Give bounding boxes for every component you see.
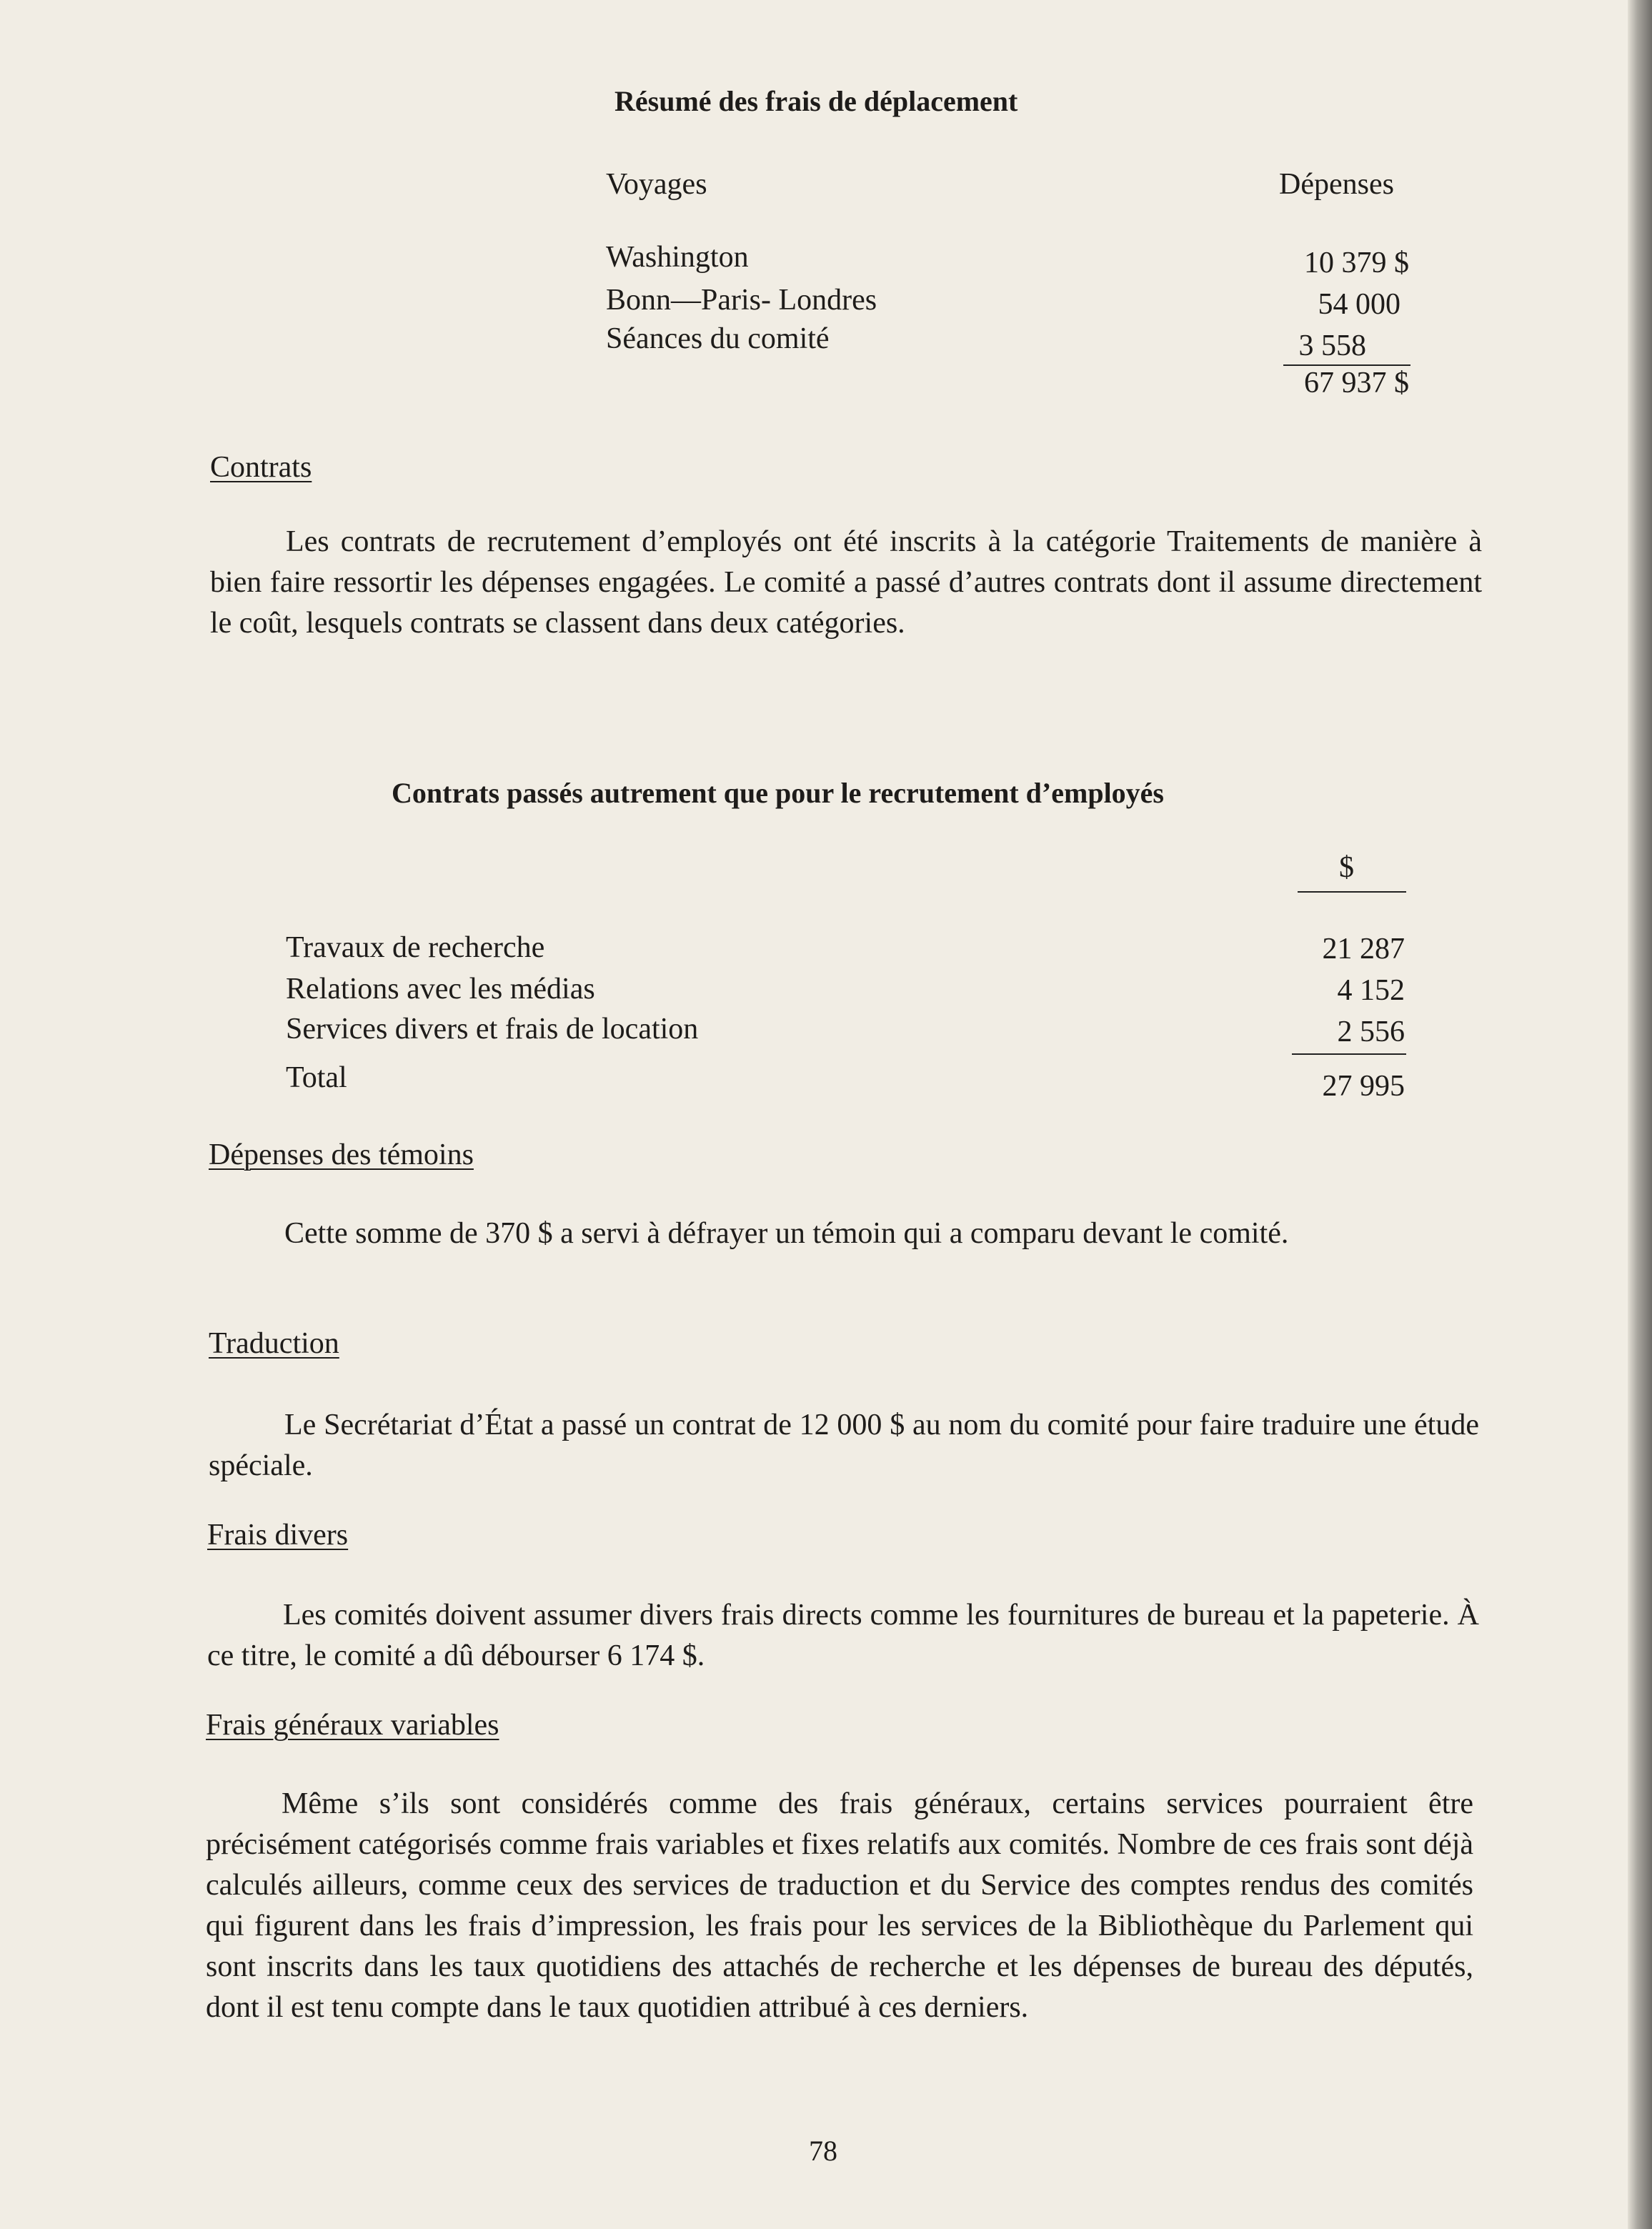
misc-paragraph: Les comités doivent assumer divers frais directs comme les fournitures de bureau et la papeterie. À ce titre, le comité a dû débourser 6 174 $. [207, 1599, 1479, 1672]
variable-costs-paragraph: Même s’ils sont considérés comme des frais généraux, certains services pourraient être précisément catégorisés comme frais variables et fixes relatifs aux comités. Nombre de ces frais sont déjà calculés ailleurs, comme ceux des services de traduction et du Service des comptes rendus des comités qui figurent dans les frais d’impression, les frais pour les services de la Bibliothèque du Parlement qui sont inscrits dans les taux quotidiens des attachés de recherche et les dépenses de bureau des députés, dont il est tenu compte dans le taux quotidien attribué à ces derniers. [206, 1787, 1473, 2024]
contracts-heading: Contrats [210, 451, 312, 484]
other-contracts-currency: $ [1339, 851, 1354, 884]
travel-row-amount: 54 000 [1318, 288, 1400, 321]
travel-row-label: Washington [606, 241, 749, 274]
binding-edge [1628, 0, 1652, 2229]
travel-row-amount: 10 379 $ [1304, 247, 1409, 279]
other-contracts-total-rule [1292, 1053, 1406, 1055]
currency-header-rule [1298, 891, 1406, 893]
travel-row-amount: 3 558 [1298, 329, 1366, 362]
travel-col-trips: Voyages [606, 168, 707, 201]
other-contracts-total: 27 995 [1322, 1070, 1405, 1103]
other-contracts-total-label: Total [286, 1061, 347, 1094]
contracts-paragraph: Les contrats de recrutement d’employés ont été inscrits à la catégorie Traitements de manière à bien faire ressortir les dépenses engagées. Le comité a passé d’autres contrats dont il assume directement le coût, lesquels contrats se classent dans deux catégories. [210, 525, 1482, 640]
translation-paragraph: Le Secrétariat d’État a passé un contrat de 12 000 $ au nom du comité pour faire traduire une étude spéciale. [209, 1409, 1479, 1482]
travel-summary-title: Résumé des frais de déplacement [614, 85, 1018, 117]
travel-col-expenses: Dépenses [1279, 168, 1394, 201]
witnesses-paragraph: Cette somme de 370 $ a servi à défrayer un témoin qui a comparu devant le comité. [284, 1217, 1289, 1250]
witnesses-heading: Dépenses des témoins [209, 1138, 474, 1171]
misc-heading: Frais divers [207, 1519, 349, 1552]
other-contracts-row-amount: 21 287 [1322, 933, 1405, 965]
page-number: 78 [809, 2135, 837, 2167]
other-contracts-row-label: Services divers et frais de location [286, 1013, 699, 1046]
travel-row-label: Séances du comité [606, 322, 830, 355]
variable-costs-heading: Frais généraux variables [206, 1709, 499, 1742]
other-contracts-row-amount: 2 556 [1337, 1016, 1405, 1048]
travel-total: 67 937 $ [1304, 367, 1409, 399]
other-contracts-row-label: Travaux de recherche [286, 931, 545, 964]
other-contracts-row-amount: 4 152 [1337, 974, 1405, 1007]
travel-row-label: Bonn—Paris- Londres [606, 284, 877, 317]
other-contracts-title: Contrats passés autrement que pour le recrutement d’employés [392, 777, 1164, 809]
other-contracts-row-label: Relations avec les médias [286, 973, 595, 1006]
translation-heading: Traduction [209, 1327, 339, 1360]
